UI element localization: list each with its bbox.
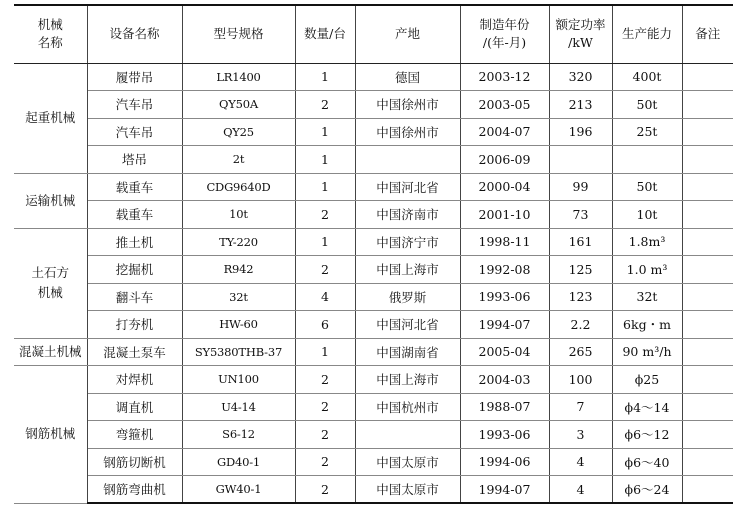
remarks-cell — [682, 91, 733, 119]
manufacture-date-cell: 1993-06 — [460, 283, 549, 311]
model-cell: UN100 — [182, 366, 295, 394]
category-cell — [14, 173, 87, 228]
header-category — [14, 5, 87, 63]
model-cell: 32t — [182, 283, 295, 311]
capacity-cell: 1.0 m³ — [612, 256, 682, 284]
category-label: 土石方 — [31, 265, 69, 280]
equipment-name-cell: 载重车 — [87, 201, 182, 229]
manufacture-date-cell: 2006-09 — [460, 146, 549, 174]
table-row — [14, 91, 733, 119]
rated-power-cell: 125 — [549, 256, 612, 284]
manufacture-date-cell: 2000-04 — [460, 173, 549, 201]
capacity-cell: 90 m³/h — [612, 338, 682, 366]
quantity-cell: 1 — [295, 338, 355, 366]
remarks-cell — [682, 366, 733, 394]
origin-cell — [355, 421, 460, 449]
origin-cell: 中国杭州市 — [355, 393, 460, 421]
table-row — [14, 311, 733, 339]
manufacture-date-cell: 2003-12 — [460, 63, 549, 91]
capacity-cell: ϕ6～40 — [612, 448, 682, 476]
quantity-cell: 2 — [295, 476, 355, 504]
table-row — [14, 393, 733, 421]
manufacture-date-cell: 2003-05 — [460, 91, 549, 119]
model-cell: QY25 — [182, 118, 295, 146]
remarks-cell — [682, 476, 733, 504]
table-row — [14, 476, 733, 504]
table-row — [14, 256, 733, 284]
rated-power-cell: 265 — [549, 338, 612, 366]
header-text: 机械 — [37, 17, 63, 33]
equipment-table — [14, 4, 733, 504]
table-row — [14, 448, 733, 476]
header-equipment-name — [87, 5, 182, 63]
table-row — [14, 173, 733, 201]
manufacture-date-cell: 1994-07 — [460, 311, 549, 339]
header-quantity — [295, 5, 355, 63]
table-row — [14, 228, 733, 256]
header-text: 数量/台 — [304, 26, 346, 42]
table-row — [14, 201, 733, 229]
equipment-name-cell: 弯箍机 — [87, 421, 182, 449]
manufacture-date-cell: 1993-06 — [460, 421, 549, 449]
category-label: 混凝土机械 — [18, 343, 82, 359]
origin-cell: 中国上海市 — [355, 256, 460, 284]
origin-cell — [355, 146, 460, 174]
origin-cell: 中国徐州市 — [355, 118, 460, 146]
model-cell: LR1400 — [182, 63, 295, 91]
header-text: /kW — [568, 35, 593, 51]
equipment-name-cell: 钢筋切断机 — [87, 448, 182, 476]
capacity-cell: 50t — [612, 91, 682, 119]
header-manufacture-date — [460, 5, 549, 63]
capacity-cell: 50t — [612, 173, 682, 201]
equipment-name-cell: 推土机 — [87, 228, 182, 256]
table-body — [14, 63, 733, 503]
capacity-cell: ϕ4～14 — [612, 393, 682, 421]
equipment-name-cell: 对焊机 — [87, 366, 182, 394]
model-cell: 2t — [182, 146, 295, 174]
quantity-cell: 1 — [295, 146, 355, 174]
origin-cell: 中国河北省 — [355, 311, 460, 339]
manufacture-date-cell: 1988-07 — [460, 393, 549, 421]
model-cell: U4-14 — [182, 393, 295, 421]
rated-power-cell: 100 — [549, 366, 612, 394]
capacity-cell: ϕ6～12 — [612, 421, 682, 449]
equipment-name-cell: 汽车吊 — [87, 91, 182, 119]
quantity-cell: 1 — [295, 228, 355, 256]
header-text: /(年-月) — [482, 35, 527, 51]
table-row — [14, 338, 733, 366]
equipment-name-cell: 调直机 — [87, 393, 182, 421]
equipment-name-cell: 履带吊 — [87, 63, 182, 91]
category-label: 钢筋机械 — [25, 426, 76, 442]
quantity-cell: 2 — [295, 366, 355, 394]
table-row — [14, 118, 733, 146]
category-label: 运输机械 — [25, 192, 76, 208]
origin-cell: 中国济南市 — [355, 201, 460, 229]
model-cell: R942 — [182, 256, 295, 284]
rated-power-cell: 123 — [549, 283, 612, 311]
header-row — [14, 5, 733, 63]
model-cell: 10t — [182, 201, 295, 229]
category-cell — [14, 366, 87, 504]
category-label: 起重机械 — [25, 110, 76, 125]
header-rated-power — [549, 5, 612, 63]
manufacture-date-cell: 2001-10 — [460, 201, 549, 229]
manufacture-date-cell: 2005-04 — [460, 338, 549, 366]
manufacture-date-cell: 1992-08 — [460, 256, 549, 284]
equipment-name-cell: 翻斗车 — [87, 283, 182, 311]
rated-power-cell: 7 — [549, 393, 612, 421]
header-text: 额定功率 — [555, 17, 606, 33]
quantity-cell: 2 — [295, 448, 355, 476]
origin-cell: 俄罗斯 — [355, 283, 460, 311]
remarks-cell — [682, 173, 733, 201]
origin-cell: 中国湖南省 — [355, 338, 460, 366]
quantity-cell: 2 — [295, 201, 355, 229]
origin-cell: 中国济宁市 — [355, 228, 460, 256]
header-text: 型号规格 — [213, 26, 264, 42]
capacity-cell: ϕ6～24 — [612, 476, 682, 504]
remarks-cell — [682, 311, 733, 339]
equipment-name-cell: 混凝土泵车 — [87, 338, 182, 366]
model-cell: GW40-1 — [182, 476, 295, 504]
remarks-cell — [682, 256, 733, 284]
origin-cell: 中国太原市 — [355, 476, 460, 504]
table-row — [14, 421, 733, 449]
quantity-cell: 2 — [295, 393, 355, 421]
header-text: 备注 — [695, 26, 721, 42]
rated-power-cell: 2.2 — [549, 311, 612, 339]
model-cell: CDG9640D — [182, 173, 295, 201]
equipment-name-cell: 钢筋弯曲机 — [87, 476, 182, 504]
quantity-cell: 2 — [295, 91, 355, 119]
quantity-cell: 1 — [295, 63, 355, 91]
capacity-cell: 400t — [612, 63, 682, 91]
remarks-cell — [682, 283, 733, 311]
quantity-cell: 1 — [295, 118, 355, 146]
header-remarks — [682, 5, 733, 63]
equipment-name-cell: 载重车 — [87, 173, 182, 201]
quantity-cell: 1 — [295, 173, 355, 201]
rated-power-cell: 99 — [549, 173, 612, 201]
manufacture-date-cell: 2004-07 — [460, 118, 549, 146]
remarks-cell — [682, 421, 733, 449]
category-cell — [14, 228, 87, 338]
remarks-cell — [682, 393, 733, 421]
header-text: 制造年份 — [479, 17, 530, 33]
header-origin — [355, 5, 460, 63]
quantity-cell: 4 — [295, 283, 355, 311]
rated-power-cell: 4 — [549, 448, 612, 476]
remarks-cell — [682, 146, 733, 174]
rated-power-cell: 196 — [549, 118, 612, 146]
remarks-cell — [682, 63, 733, 91]
capacity-cell: 32t — [612, 283, 682, 311]
capacity-cell: ϕ25 — [612, 366, 682, 394]
model-cell: TY-220 — [182, 228, 295, 256]
rated-power-cell: 73 — [549, 201, 612, 229]
header-text: 产地 — [394, 26, 420, 42]
rated-power-cell: 213 — [549, 91, 612, 119]
capacity-cell — [612, 146, 682, 174]
table-row — [14, 146, 733, 174]
capacity-cell: 10t — [612, 201, 682, 229]
remarks-cell — [682, 118, 733, 146]
capacity-cell: 1.8m³ — [612, 228, 682, 256]
origin-cell: 中国上海市 — [355, 366, 460, 394]
header-text: 生产能力 — [621, 26, 672, 42]
rated-power-cell: 3 — [549, 421, 612, 449]
origin-cell: 中国河北省 — [355, 173, 460, 201]
header-model — [182, 5, 295, 63]
manufacture-date-cell: 1998-11 — [460, 228, 549, 256]
remarks-cell — [682, 448, 733, 476]
model-cell: GD40-1 — [182, 448, 295, 476]
origin-cell: 德国 — [355, 63, 460, 91]
table-row — [14, 283, 733, 311]
rated-power-cell: 161 — [549, 228, 612, 256]
remarks-cell — [682, 338, 733, 366]
quantity-cell: 2 — [295, 256, 355, 284]
quantity-cell: 2 — [295, 421, 355, 449]
category-cell — [14, 63, 87, 173]
equipment-name-cell: 打夯机 — [87, 311, 182, 339]
remarks-cell — [682, 228, 733, 256]
category-label: 机械 — [37, 285, 63, 300]
model-cell: QY50A — [182, 91, 295, 119]
equipment-name-cell: 挖掘机 — [87, 256, 182, 284]
model-cell: S6-12 — [182, 421, 295, 449]
table-row — [14, 63, 733, 91]
equipment-name-cell: 塔吊 — [87, 146, 182, 174]
header-capacity — [612, 5, 682, 63]
model-cell: SY5380THB-37 — [182, 338, 295, 366]
header-text: 设备名称 — [109, 26, 160, 42]
rated-power-cell: 320 — [549, 63, 612, 91]
manufacture-date-cell: 1994-07 — [460, 476, 549, 504]
rated-power-cell: 4 — [549, 476, 612, 504]
rated-power-cell — [549, 146, 612, 174]
quantity-cell: 6 — [295, 311, 355, 339]
remarks-cell — [682, 201, 733, 229]
model-cell: HW-60 — [182, 311, 295, 339]
origin-cell: 中国徐州市 — [355, 91, 460, 119]
category-cell — [14, 338, 87, 366]
manufacture-date-cell: 1994-06 — [460, 448, 549, 476]
origin-cell: 中国太原市 — [355, 448, 460, 476]
manufacture-date-cell: 2004-03 — [460, 366, 549, 394]
capacity-cell: 25t — [612, 118, 682, 146]
equipment-name-cell: 汽车吊 — [87, 118, 182, 146]
table-row — [14, 366, 733, 394]
equipment-table-container — [14, 4, 733, 504]
header-text: 名称 — [37, 35, 63, 51]
capacity-cell: 6kg・m — [612, 311, 682, 339]
